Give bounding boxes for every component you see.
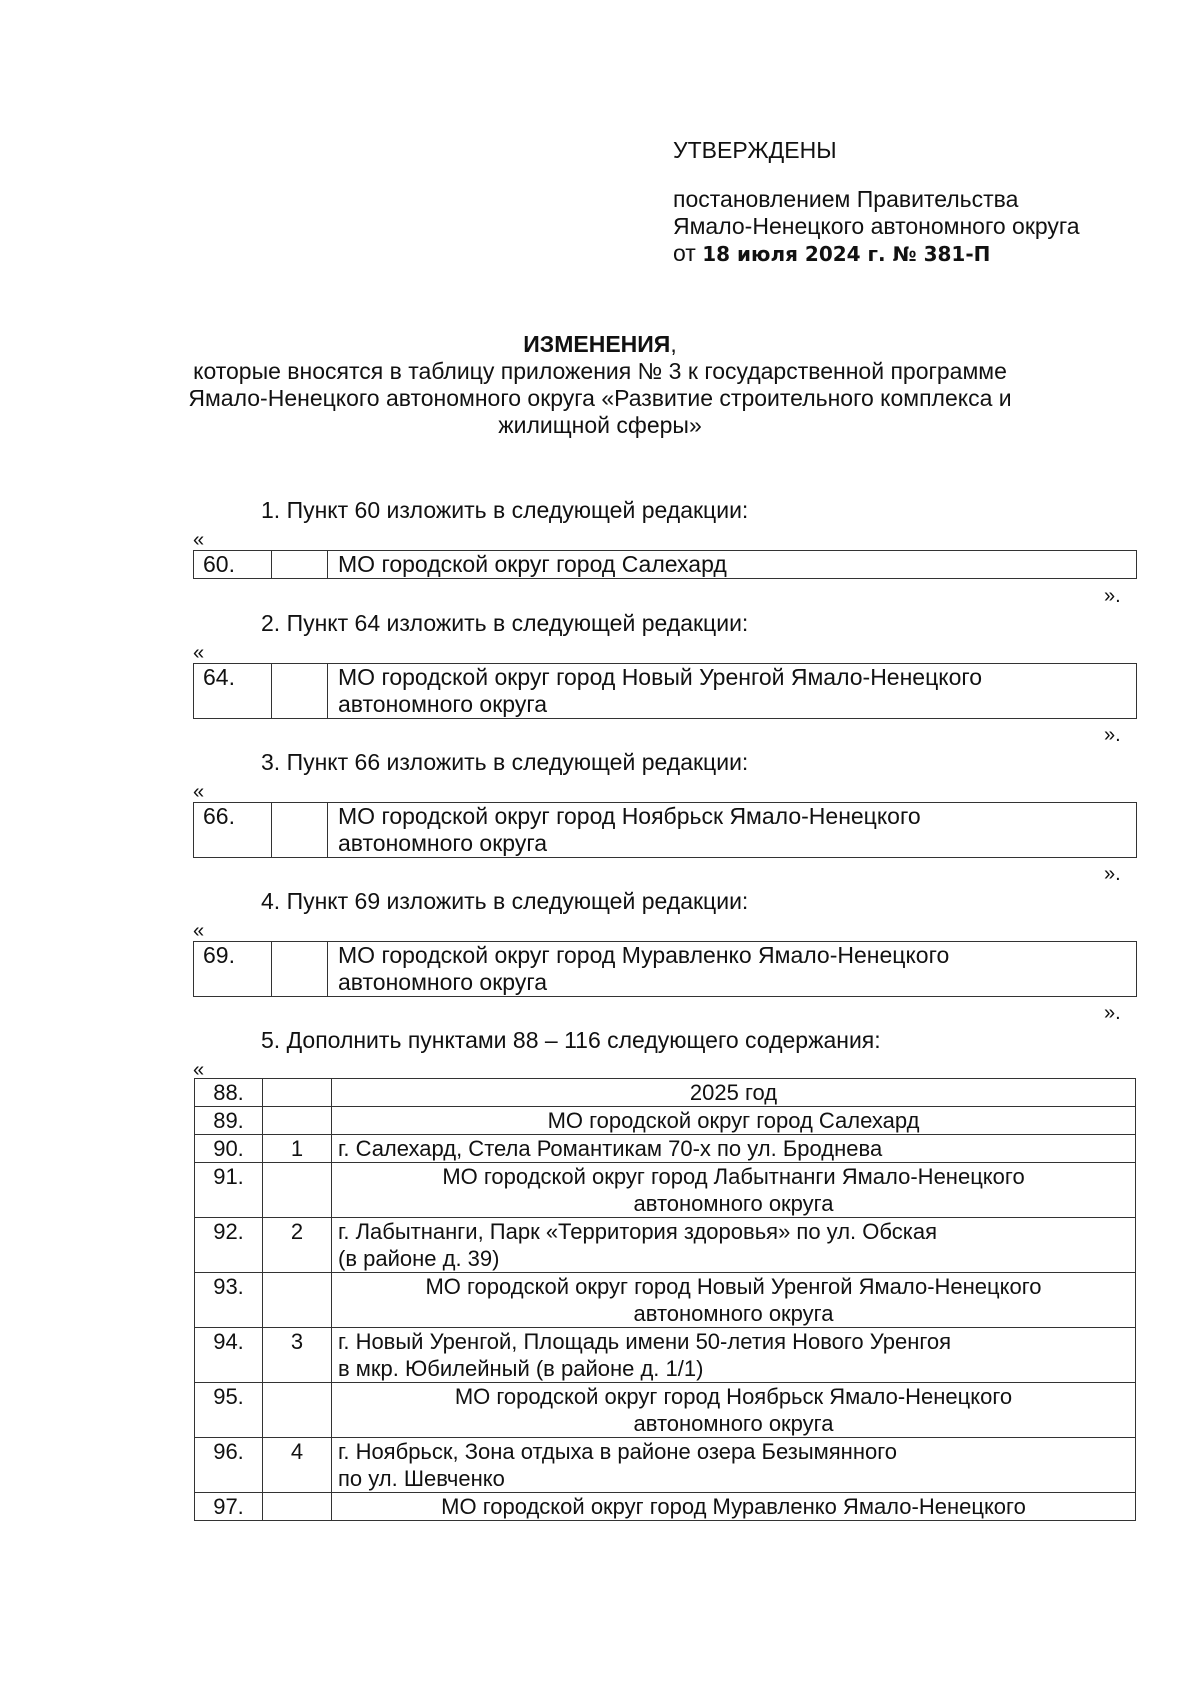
row-name-line-1: МО городской округ город Новый Уренгой Ямало-Ненецкого [338, 664, 983, 690]
item-4-text: 4. Пункт 69 изложить в следующей редакции: [261, 888, 749, 914]
title-line-3: жилищной сферы» [498, 412, 702, 438]
row-text [332, 1107, 1136, 1135]
table-row [195, 1218, 1136, 1273]
row-code [272, 664, 328, 719]
table-row [194, 664, 1137, 719]
table-row [194, 551, 1137, 579]
approval-line-1: постановлением Правительства [673, 186, 1019, 212]
quote-open-5: « [193, 1059, 205, 1081]
row-text-line-2: автономного округа [633, 1411, 834, 1436]
row-number: 97. [195, 1493, 263, 1521]
row-text-line-1: 2025 год [689, 1080, 778, 1105]
row-text [332, 1079, 1136, 1107]
row-number: 69. [194, 942, 272, 997]
row-text-line-1: МО городской округ город Лабытнанги Ямало-Ненецкого [442, 1164, 1025, 1189]
table-row [195, 1107, 1136, 1135]
row-number: 89. [195, 1107, 263, 1135]
amend-table-64 [193, 663, 1137, 719]
row-text-line-1: г. Салехард, Стела Романтикам 70-х по ул. Броднева [338, 1136, 883, 1161]
row-number: 64. [194, 664, 272, 719]
item-2-text: 2. Пункт 64 изложить в следующей редакции: [261, 610, 749, 636]
row-number: 96. [195, 1438, 263, 1493]
row-text-line-1: МО городской округ город Ноябрьск Ямало-Ненецкого [454, 1384, 1013, 1409]
row-code [272, 942, 328, 997]
row-text-line-2: по ул. Шевченко [338, 1466, 505, 1491]
quote-open-2: « [193, 642, 205, 664]
amend-table-60 [193, 550, 1137, 579]
row-name [328, 942, 1137, 997]
quote-close-2: ». [1104, 724, 1121, 746]
row-text [332, 1163, 1136, 1218]
document-title [150, 331, 1050, 439]
row-name [328, 664, 1137, 719]
row-text [332, 1218, 1136, 1273]
row-name-line-2: автономного округа [338, 830, 547, 856]
title-comma: , [670, 331, 677, 357]
row-text-line-1: г. Лабытнанги, Парк «Территория здоровья» по ул. Обская [338, 1219, 937, 1244]
row-text-line-2: автономного округа [633, 1301, 834, 1326]
approval-stamp [673, 137, 1080, 268]
approval-from: от [673, 240, 696, 266]
row-text [332, 1328, 1136, 1383]
table-row [195, 1079, 1136, 1107]
row-code [263, 1493, 332, 1521]
main-table [194, 1078, 1136, 1521]
row-name-line-1: МО городской округ город Салехард [338, 551, 727, 577]
row-text-line-1: МО городской округ город Муравленко Ямало-Ненецкого [441, 1494, 1026, 1519]
item-5-text: 5. Дополнить пунктами 88 – 116 следующего содержания: [261, 1027, 881, 1053]
row-text-line-1: г. Ноябрьск, Зона отдыха в районе озера Безымянного [338, 1439, 897, 1464]
row-code [263, 1273, 332, 1328]
row-number: 94. [195, 1328, 263, 1383]
row-code: 2 [263, 1218, 332, 1273]
row-text [332, 1135, 1136, 1163]
table-row [194, 803, 1137, 858]
quote-close-4: ». [1104, 1002, 1121, 1024]
title-line-2: Ямало-Ненецкого автономного округа «Развитие строительного комплекса и [188, 385, 1012, 411]
item-1-text: 1. Пункт 60 изложить в следующей редакции: [261, 497, 749, 523]
row-name-line-2: автономного округа [338, 691, 547, 717]
amend-table-69 [193, 941, 1137, 997]
approval-date-line [673, 240, 1080, 268]
row-text-line-2: автономного округа [633, 1191, 834, 1216]
row-text [332, 1273, 1136, 1328]
table-row [194, 942, 1137, 997]
row-name [328, 551, 1137, 579]
table-row [195, 1135, 1136, 1163]
row-text-line-1: МО городской округ город Салехард [547, 1108, 920, 1133]
row-number: 92. [195, 1218, 263, 1273]
item-3-text: 3. Пункт 66 изложить в следующей редакции: [261, 749, 749, 775]
row-text [332, 1383, 1136, 1438]
approval-number: 18 июля 2024 г. № 381-П [702, 242, 991, 266]
row-name-line-1: МО городской округ город Ноябрьск Ямало-Ненецкого [338, 803, 921, 829]
row-name-line-2: автономного округа [338, 969, 547, 995]
quote-open-3: « [193, 781, 205, 803]
row-number: 95. [195, 1383, 263, 1438]
row-text-line-1: МО городской округ город Новый Уренгой Ямало-Ненецкого [425, 1274, 1042, 1299]
quote-close-3: ». [1104, 863, 1121, 885]
row-code [272, 803, 328, 858]
row-code [272, 551, 328, 579]
table-row [195, 1163, 1136, 1218]
row-code [263, 1107, 332, 1135]
row-code [263, 1163, 332, 1218]
table-row [195, 1493, 1136, 1521]
quote-open-1: « [193, 529, 205, 551]
row-text [332, 1493, 1136, 1521]
table-row [195, 1273, 1136, 1328]
row-name-line-1: МО городской округ город Муравленко Ямало-Ненецкого [338, 942, 950, 968]
row-code [263, 1383, 332, 1438]
table-row [195, 1438, 1136, 1493]
row-name [328, 803, 1137, 858]
row-number: 90. [195, 1135, 263, 1163]
row-code: 3 [263, 1328, 332, 1383]
table-row [195, 1328, 1136, 1383]
row-text-line-1: г. Новый Уренгой, Площадь имени 50-летия Нового Уренгоя [338, 1329, 952, 1354]
row-code [263, 1079, 332, 1107]
quote-open-4: « [193, 920, 205, 942]
row-number: 66. [194, 803, 272, 858]
row-text-line-2: (в районе д. 39) [338, 1246, 500, 1271]
row-text-line-2: в мкр. Юбилейный (в районе д. 1/1) [338, 1356, 704, 1381]
approval-heading: УТВЕРЖДЕНЫ [673, 137, 837, 163]
quote-close-1: ». [1104, 585, 1121, 607]
title-line-1: которые вносятся в таблицу приложения № 3 к государственной программе [193, 358, 1007, 384]
amend-table-66 [193, 802, 1137, 858]
row-text [332, 1438, 1136, 1493]
row-number: 60. [194, 551, 272, 579]
row-code: 1 [263, 1135, 332, 1163]
row-number: 91. [195, 1163, 263, 1218]
approval-line-2: Ямало-Ненецкого автономного округа [673, 213, 1080, 239]
row-number: 88. [195, 1079, 263, 1107]
title-main: ИЗМЕНЕНИЯ [523, 331, 671, 357]
row-number: 93. [195, 1273, 263, 1328]
row-code: 4 [263, 1438, 332, 1493]
table-row [195, 1383, 1136, 1438]
